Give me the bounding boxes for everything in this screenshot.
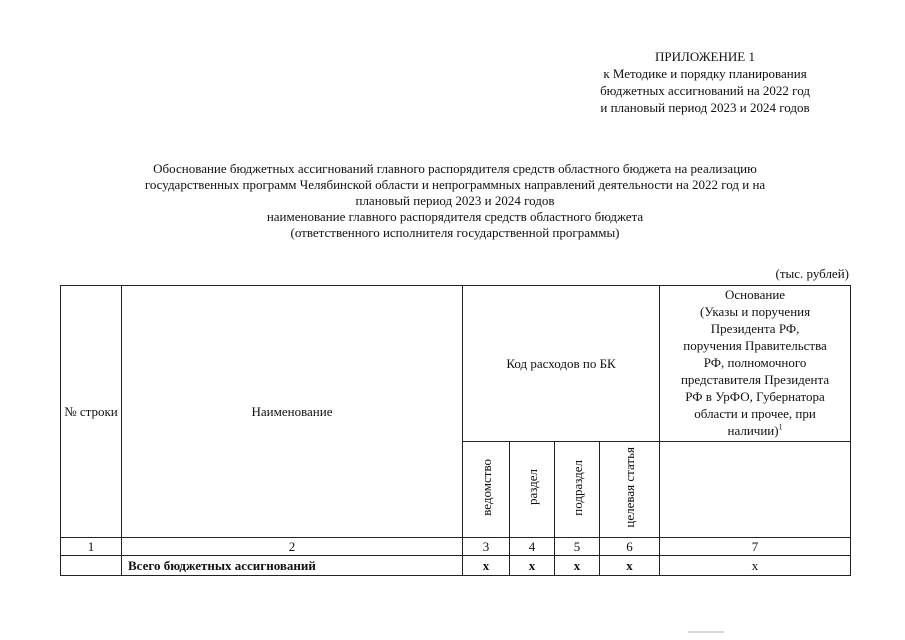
scan-artifact xyxy=(688,631,724,633)
header-basis-line: наличии) xyxy=(727,423,779,438)
appendix-title: ПРИЛОЖЕНИЕ 1 xyxy=(655,49,755,64)
appendix-line: бюджетных ассигнований на 2022 год xyxy=(600,83,810,98)
row-number-cell xyxy=(61,556,122,576)
row-podrazdel-cell: х xyxy=(555,556,600,576)
header-basis-line: РФ в УрФО, Губернатора xyxy=(685,389,825,404)
header-name xyxy=(122,286,463,538)
column-number: 5 xyxy=(555,538,600,556)
row-celevaya-cell: х xyxy=(600,556,660,576)
row-name-cell: Всего бюджетных ассигнований xyxy=(122,556,463,576)
table-row xyxy=(61,556,851,576)
column-number: 1 xyxy=(61,538,122,556)
title-line: наименование главного распорядителя средств областного бюджета xyxy=(266,209,644,224)
column-numbers-row xyxy=(61,538,851,556)
column-number: 2 xyxy=(122,538,463,556)
header-row-top xyxy=(61,286,851,442)
header-basis-line-last xyxy=(660,422,850,439)
header-name-label: Наименование xyxy=(251,404,333,419)
header-basis-line: представителя Президента xyxy=(680,372,830,387)
header-basis-line: Президента РФ, xyxy=(710,321,800,336)
header-basis-line: РФ, полномочного xyxy=(703,355,807,370)
header-basis-line: Основание xyxy=(725,287,786,302)
header-code-group-label: Код расходов по БК xyxy=(506,356,616,371)
header-podrazdel xyxy=(555,442,600,538)
header-basis-line: (Указы и поручения xyxy=(700,304,811,319)
header-vedomstvo-label: ведомство xyxy=(478,459,494,516)
header-row-number-label: № строки xyxy=(64,404,118,419)
footnote-marker: 1 xyxy=(778,422,783,432)
header-code-group xyxy=(463,286,660,442)
column-number: 6 xyxy=(600,538,660,556)
header-basis-line: поручения Правительства xyxy=(683,338,827,353)
header-razdel xyxy=(510,442,555,538)
title-line: (ответственного исполнителя государственной программы) xyxy=(290,225,620,240)
header-basis xyxy=(660,286,851,442)
appendix-line: и плановый период 2023 и 2024 годов xyxy=(600,100,810,115)
header-razdel-label: раздел xyxy=(524,469,540,506)
budget-table xyxy=(60,285,851,576)
row-vedomstvo-cell: х xyxy=(463,556,510,576)
column-number: 7 xyxy=(660,538,851,556)
appendix-header xyxy=(560,48,850,116)
header-basis-line: области и прочее, при xyxy=(694,406,816,421)
title-line: Обоснование бюджетных ассигнований главного распорядителя средств областного бюджета на реализацию xyxy=(153,161,757,176)
header-celevaya-label: целевая статья xyxy=(622,447,638,528)
column-number: 3 xyxy=(463,538,510,556)
header-basis-empty xyxy=(660,442,851,538)
header-podrazdel-label: подраздел xyxy=(569,459,585,516)
header-celevaya xyxy=(600,442,660,538)
title-line: плановый период 2023 и 2024 годов xyxy=(355,193,555,208)
column-number: 4 xyxy=(510,538,555,556)
row-basis-cell: х xyxy=(660,556,851,576)
appendix-line: к Методике и порядку планирования xyxy=(603,66,807,81)
document-title xyxy=(80,161,830,241)
header-vedomstvo xyxy=(463,442,510,538)
units-label: (тыс. рублей) xyxy=(775,266,849,281)
row-razdel-cell: х xyxy=(510,556,555,576)
title-line: государственных программ Челябинской области и непрограммных направлений деятельности на 2022 год и на xyxy=(144,177,766,192)
header-row-number xyxy=(61,286,122,538)
